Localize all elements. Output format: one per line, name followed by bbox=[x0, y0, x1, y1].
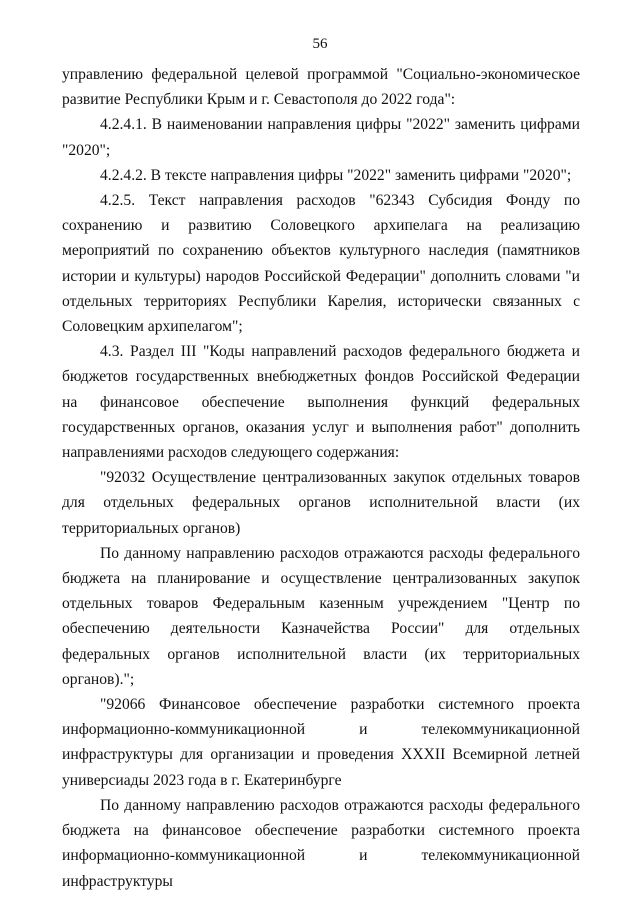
paragraph-92066-title: "92066 Финансовое обеспечение разработки системного проекта информационно-коммуникационной и телекоммуникационной инфраструктуры для организации и проведения XXXII Всемирной летней универсиады 2023 года в г. Екатеринбурге bbox=[62, 696, 580, 789]
document-body bbox=[62, 62, 580, 894]
page-number: 56 bbox=[312, 36, 328, 52]
paragraph-92032-description: По данному направлению расходов отражаются расходы федерального бюджета на планирование и осуществление централизованных закупок отдельных товаров Федеральным казенным учреждением "Центр по обеспечению деятельности Казначейства России" для отдельных федеральных органов исполнительной власти (их территориальных органов)."; bbox=[62, 544, 580, 688]
paragraph-4-2-4-2: 4.2.4.2. В тексте направления цифры "2022" заменить цифрами "2020"; bbox=[100, 166, 572, 184]
paragraph-4-2-4-1: 4.2.4.1. В наименовании направления цифры "2022" заменить цифрами "2020"; bbox=[62, 116, 580, 159]
paragraph-4-3: 4.3. Раздел III "Коды направлений расходов федерального бюджета и бюджетов государственных внебюджетных фондов Российской Федерации на финансовое обеспечение выполнения функций федеральных государственных органов, оказания услуг и выполнения работ" дополнить направлениями расходов следующего содержания: bbox=[62, 343, 580, 462]
paragraph-92032-title: "92032 Осуществление централизованных закупок отдельных товаров для отдельных федеральных органов исполнительной власти (их территориальных органов) bbox=[62, 469, 580, 537]
paragraph-program-continuation: управлению федеральной целевой программой "Социально-экономическое развитие Республики Крым и г. Севастополя до 2022 года": bbox=[62, 66, 580, 109]
paragraph-4-2-5: 4.2.5. Текст направления расходов "62343 Субсидия Фонду по сохранению и развитию Соловецкого архипелага на реализацию мероприятий по сохранению объектов культурного наследия (памятников истории и культуры) народов Российской Федерации" дополнить словами "и отдельных территориях Республики Карелия, исторически связанных с Соловецким архипелагом"; bbox=[62, 192, 580, 336]
paragraph-92066-description: По данному направлению расходов отражаются расходы федерального бюджета на финансовое обеспечение разработки системного проекта информационно-коммуникационной и телекоммуникационной инфраструктуры bbox=[62, 796, 580, 890]
